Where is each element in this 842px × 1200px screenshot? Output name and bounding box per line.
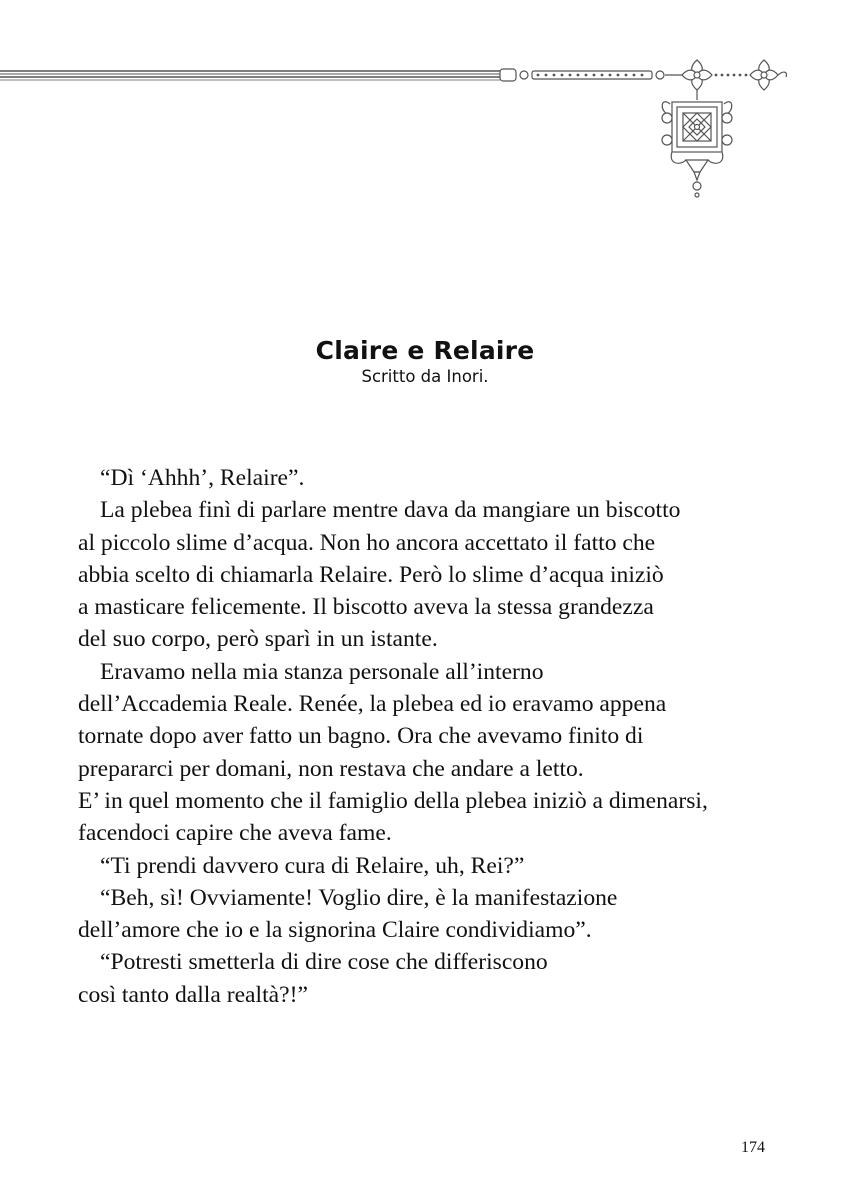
text-line: così tanto dalla realtà?!” <box>78 981 308 1008</box>
text-line: “Beh, sì! Ovviamente! Voglio dire, è la manifestazione <box>100 884 618 911</box>
text-line: a masticare felicemente. Il biscotto aveva la stessa grandezza <box>78 594 654 621</box>
text-line: al piccolo slime d’acqua. Non ho ancora accettato il fatto che <box>78 529 656 556</box>
text-line: dell’amore che io e la signorina Claire condividiamo”. <box>78 917 592 944</box>
chapter-title: Claire e Relaire <box>315 336 535 365</box>
text-line: del suo corpo, però sparì in un istante. <box>78 626 438 653</box>
text-line: “Dì ‘Ahhh’, Relaire”. <box>100 465 305 491</box>
chapter-heading <box>0 336 842 388</box>
ornament-border-icon <box>0 52 842 212</box>
body-text <box>78 462 778 1011</box>
text-line: La plebea finì di parlare mentre dava da mangiare un biscotto <box>100 497 681 524</box>
text-line: facendoci capire che aveva fame. <box>78 820 392 847</box>
text-line: dell’Accademia Reale. Renée, la plebea ed io eravamo appena <box>78 691 667 718</box>
text-line: abbia scelto di chiamarla Relaire. Però lo slime d’acqua iniziò <box>78 561 664 588</box>
chapter-byline: Scritto da Inori. <box>361 367 489 386</box>
page-number: 174 <box>741 1139 765 1156</box>
text-line: “Potresti smetterla di dire cose che differiscono <box>100 949 548 976</box>
text-line: E’ in quel momento che il famiglio della plebea iniziò a dimenarsi, <box>78 787 708 814</box>
text-line: “Ti prendi davvero cura di Relaire, uh, Rei?” <box>100 852 525 879</box>
text-line: tornate dopo aver fatto un bagno. Ora che avevamo finito di <box>78 723 644 750</box>
text-line: prepararci per domani, non restava che andare a letto. <box>78 755 584 782</box>
text-line: Eravamo nella mia stanza personale all’interno <box>100 658 544 685</box>
